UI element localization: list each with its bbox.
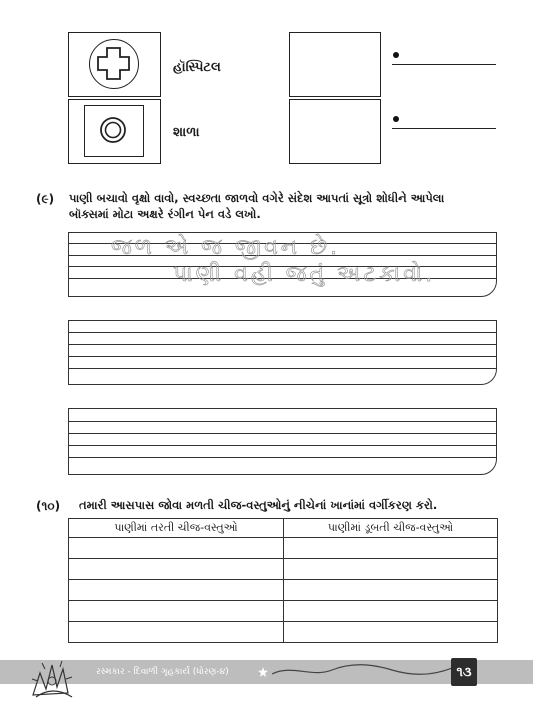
ruling-line — [69, 368, 496, 369]
classification-table — [68, 518, 498, 643]
question-9-number: (૯) — [36, 192, 55, 206]
school-symbol-square — [84, 105, 144, 157]
hospital-answer-box[interactable] — [289, 32, 381, 97]
footer-book-title: રસ્મકાર - દિવાળી ગૃહકાર્ય (ધોરણ-૪) — [96, 667, 229, 677]
star-icon — [258, 667, 268, 677]
writing-box-1[interactable] — [68, 232, 497, 297]
table-header-row — [69, 519, 498, 538]
hospital-label: હૉસ્પિટલ — [173, 60, 221, 75]
question-9-text-line2: બૉક્સમાં મોટા અક્ષરે રંગીન પેન વડે લખો. — [69, 207, 261, 221]
school-label: શાળા — [173, 125, 200, 140]
header-sinking-items: પાણીમાં ડૂબતી ચીજ-વસ્તુઓ — [284, 519, 498, 538]
hospital-symbol-box — [68, 32, 161, 97]
ruling-line — [69, 421, 496, 422]
sinking-item-cell[interactable] — [284, 622, 498, 643]
wavy-line-decoration — [272, 660, 452, 680]
plus-cross-icon — [90, 40, 137, 87]
floating-item-cell[interactable] — [69, 559, 284, 580]
table-row — [69, 622, 498, 643]
floating-item-cell[interactable] — [69, 622, 284, 643]
sinking-item-cell[interactable] — [284, 580, 498, 601]
sinking-item-cell[interactable] — [284, 559, 498, 580]
ruling-line — [69, 433, 496, 434]
question-10-number: (૧૦) — [36, 499, 61, 513]
floating-item-cell[interactable] — [69, 601, 284, 622]
hospital-symbol-circle — [89, 39, 139, 89]
table-row — [69, 538, 498, 559]
header-floating-items: પાણીમાં તરતી ચીજ-વસ્તુઓ — [69, 519, 284, 538]
writing-box-2[interactable] — [68, 320, 497, 385]
school-symbol-box — [68, 99, 161, 164]
table-row — [69, 601, 498, 622]
hospital-answer-line[interactable] — [392, 64, 496, 65]
bullet-1 — [393, 52, 399, 58]
circle-target-icon — [85, 106, 142, 155]
question-10-text: તમારી આસપાસ જોવા મળતી ચીજ-વસ્તુઓનું નીચેનાં ખાનાંમાં વર્ગીકરણ કરો. — [79, 498, 438, 512]
sinking-item-cell[interactable] — [284, 538, 498, 559]
writing-box-3[interactable] — [68, 408, 497, 475]
ruling-line — [69, 344, 496, 345]
floating-item-cell[interactable] — [69, 580, 284, 601]
traced-slogan-line1: જળ એ જ જીવન છે. — [111, 235, 341, 260]
ruling-line — [69, 445, 496, 446]
question-9-text-line1: પાણી બચાવો વૃક્ષો વાવો, સ્વચ્છતા જાળવો વગેરે સંદેશ આપતાં સૂત્રો શોધીને આપેલા — [69, 191, 445, 205]
ruling-line — [69, 332, 496, 333]
doodle-decoration-icon — [28, 655, 78, 701]
floating-item-cell[interactable] — [69, 538, 284, 559]
sinking-item-cell[interactable] — [284, 601, 498, 622]
traced-slogan-line2: પાણી વહી જતું અટકાવો. — [173, 262, 436, 287]
ruling-line — [69, 356, 496, 357]
table-row — [69, 580, 498, 601]
page-number-badge: ૧૩ — [451, 658, 477, 686]
bullet-2 — [393, 116, 399, 122]
school-answer-box[interactable] — [289, 99, 381, 164]
ruling-line — [69, 457, 496, 458]
table-row — [69, 559, 498, 580]
school-answer-line[interactable] — [392, 128, 496, 129]
